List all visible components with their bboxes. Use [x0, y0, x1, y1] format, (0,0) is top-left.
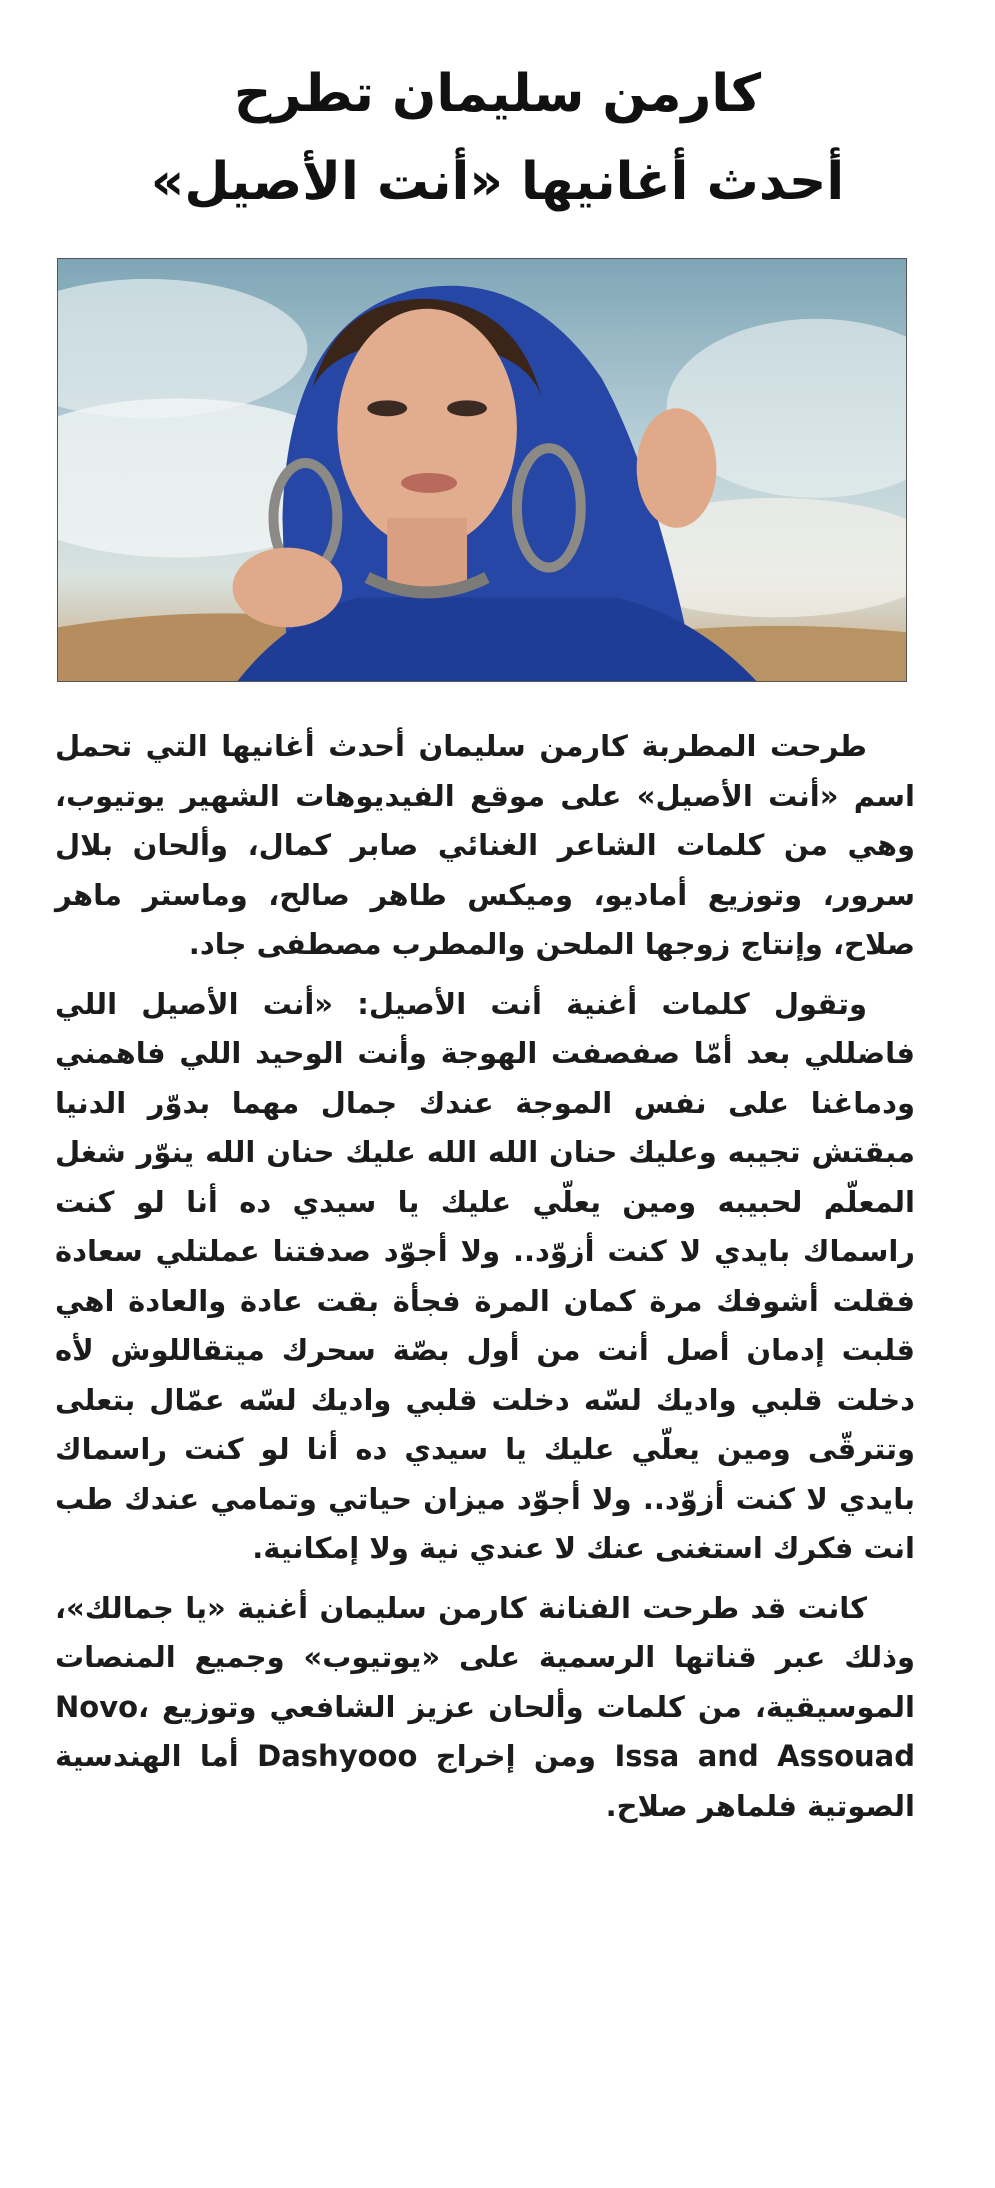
article-paragraph-1: طرحت المطربة كارمن سليمان أحدث أغانيها التي تحمل اسم «أنت الأصيل» على موقع الفيديوهات الشهير يوتيوب، وهي من كلمات الشاعر الغنائي صابر كمال، وألحان بلال سرور، وتوزيع أماديو، وميكس طاهر صالح، وماستر ماهر صلاح، وإنتاج زوجها الملحن والمطرب مصطفى جاد.: [55, 729, 915, 961]
headline-line-1: كارمن سليمان تطرح: [233, 64, 762, 124]
portrait-photo-illustration: [58, 259, 906, 681]
article-body: [55, 722, 915, 1831]
headline-line-2: أحدث أغانيها «أنت الأصيل»: [150, 152, 845, 212]
article-paragraph-3: كانت قد طرحت الفنانة كارمن سليمان أغنية «يا جمالك»، وذلك عبر قناتها الرسمية على «يوتيوب» وجميع المنصات الموسيقية، من كلمات وألحان عزيز الشافعي وتوزيع Novo، Issa and Assouad ومن إخراج Dashyooo أما الهندسية الصوتية فلماهر صلاح.: [55, 1590, 915, 1823]
portrait-photo: [57, 258, 907, 682]
headline: [40, 50, 955, 226]
article-paragraph-2: وتقول كلمات أغنية أنت الأصيل: «أنت الأصيل اللي فاضللي بعد أمّا صفصفت الهوجة وأنت الوحيد اللي فاهمني ودماغنا على نفس الموجة عندك جمال مهما بدوّر الدنيا مبقتش تجيبه وعليك حنان الله الله عليك حنان الله ينوّر شغل المعلّم لحبيبه ومين يعلّي عليك يا سيدي ده أنا لو كنت راسماك بايدي لا كنت أزوّد.. ولا أجوّد صدفتنا عملتلي سعادة فقلت أشوفك مرة كمان المرة فجأة بقت عادة والعادة اهي قلبت إدمان أصل أنت من أول بصّة سحرك ميتقاللوش لأه دخلت قلبي واديك لسّه دخلت قلبي واديك لسّه عمّال بتعلى وتترقّى ومين يعلّي عليك يا سيدي ده أنا لو كنت راسماك بايدي لا كنت أزوّد.. ولا أجوّد ميزان حياتي وتمامي عندك طب انت فكرك استغنى عنك لا عندي نية ولا إمكانية.: [55, 986, 915, 1565]
